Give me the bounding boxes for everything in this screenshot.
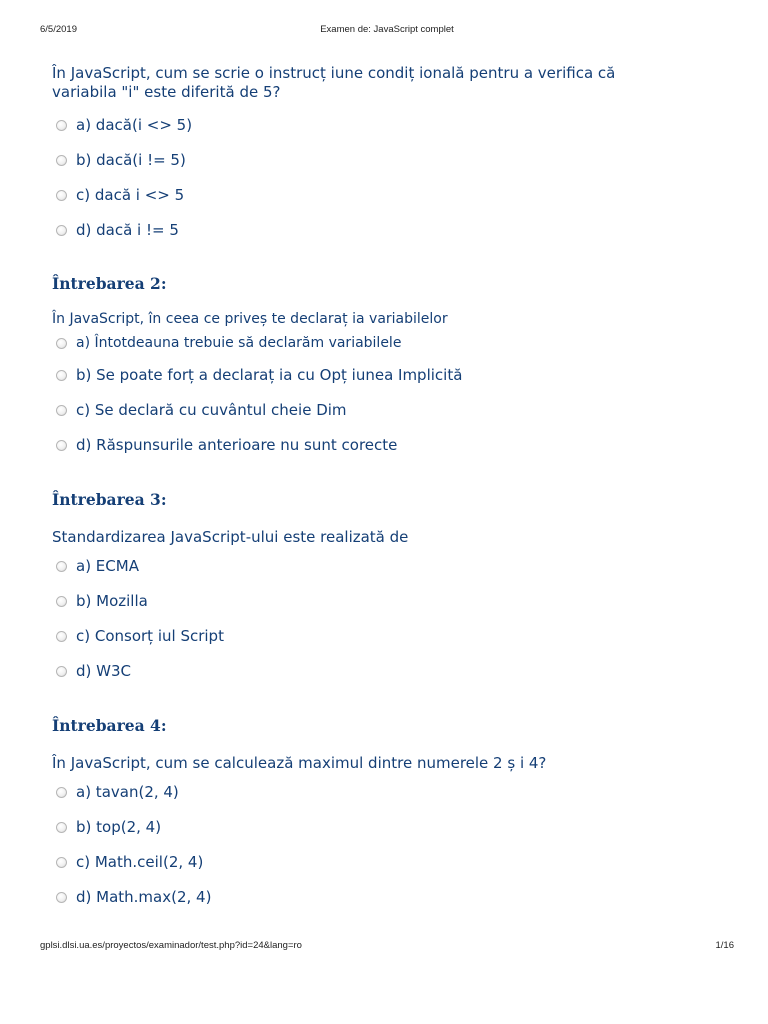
- answer-option-b[interactable]: [56, 143, 722, 178]
- radio-button[interactable]: [56, 596, 67, 607]
- answer-option-c[interactable]: [56, 845, 722, 880]
- answer-option-a[interactable]: [56, 775, 722, 810]
- question-text: În JavaScript, cum se scrie o instrucț iune condiț ională pentru a verifica că variabila "i" este diferită de 5?: [52, 64, 616, 101]
- answer-option-a[interactable]: [56, 108, 722, 143]
- answer-option-c[interactable]: [56, 178, 722, 213]
- answer-option-d[interactable]: [56, 428, 722, 463]
- answer-options: [52, 775, 722, 915]
- page-url: gplsi.dlsi.ua.es/proyectos/examinador/test.php?id=24&lang=ro: [40, 940, 302, 951]
- option-label: a) ECMA: [76, 557, 139, 575]
- answer-options: [52, 108, 722, 248]
- radio-button[interactable]: [56, 631, 67, 642]
- question-1: [52, 64, 722, 248]
- exam-content: [52, 64, 722, 915]
- answer-option-a[interactable]: [56, 549, 722, 584]
- option-label: d) Math.max(2, 4): [76, 888, 212, 906]
- question-heading: Întrebarea 4:: [52, 716, 167, 735]
- radio-button[interactable]: [56, 120, 67, 131]
- radio-button[interactable]: [56, 787, 67, 798]
- answer-option-b[interactable]: [56, 810, 722, 845]
- question-text: Standardizarea JavaScript-ului este realizată de: [52, 528, 409, 546]
- option-label: b) Mozilla: [76, 592, 148, 610]
- option-label: b) Se poate forț a declaraț ia cu Opț iunea Implicită: [76, 366, 463, 384]
- radio-button[interactable]: [56, 561, 67, 572]
- question-3: [52, 490, 722, 689]
- question-2: [52, 274, 722, 463]
- answer-option-d[interactable]: [56, 654, 722, 689]
- question-heading: Întrebarea 3:: [52, 490, 167, 509]
- answer-option-c[interactable]: [56, 619, 722, 654]
- answer-option-a[interactable]: [56, 329, 722, 358]
- radio-button[interactable]: [56, 338, 67, 349]
- answer-option-b[interactable]: [56, 358, 722, 393]
- option-label: a) tavan(2, 4): [76, 783, 179, 801]
- option-label: a) dacă(i <> 5): [76, 116, 193, 134]
- option-label: a) Întotdeauna trebuie să declarăm variabilele: [76, 335, 402, 351]
- option-label: b) dacă(i != 5): [76, 151, 186, 169]
- radio-button[interactable]: [56, 857, 67, 868]
- print-date: 6/5/2019: [40, 24, 77, 35]
- answer-option-c[interactable]: [56, 393, 722, 428]
- question-heading: Întrebarea 2:: [52, 274, 167, 293]
- print-footer: [40, 940, 734, 954]
- document-title: Examen de: JavaScript complet: [320, 24, 454, 35]
- answer-option-d[interactable]: [56, 213, 722, 248]
- page-number: 1/16: [715, 940, 734, 951]
- radio-button[interactable]: [56, 190, 67, 201]
- print-header: [40, 24, 734, 38]
- option-label: d) dacă i != 5: [76, 221, 179, 239]
- option-label: b) top(2, 4): [76, 818, 162, 836]
- answer-option-d[interactable]: [56, 880, 722, 915]
- answer-options: [52, 549, 722, 689]
- radio-button[interactable]: [56, 892, 67, 903]
- question-4: [52, 716, 722, 915]
- radio-button[interactable]: [56, 225, 67, 236]
- radio-button[interactable]: [56, 370, 67, 381]
- radio-button[interactable]: [56, 155, 67, 166]
- radio-button[interactable]: [56, 822, 67, 833]
- option-label: c) Math.ceil(2, 4): [76, 853, 204, 871]
- answer-option-b[interactable]: [56, 584, 722, 619]
- option-label: c) Consorț iul Script: [76, 627, 224, 645]
- option-label: c) dacă i <> 5: [76, 186, 185, 204]
- option-label: d) Răspunsurile anterioare nu sunt corecte: [76, 436, 398, 454]
- radio-button[interactable]: [56, 405, 67, 416]
- question-text: În JavaScript, în ceea ce priveș te declaraț ia variabilelor: [52, 311, 448, 327]
- radio-button[interactable]: [56, 440, 67, 451]
- answer-options: [52, 329, 722, 463]
- option-label: c) Se declară cu cuvântul cheie Dim: [76, 401, 347, 419]
- option-label: d) W3C: [76, 662, 131, 680]
- radio-button[interactable]: [56, 666, 67, 677]
- question-text: În JavaScript, cum se calculează maximul dintre numerele 2 ș i 4?: [52, 754, 547, 772]
